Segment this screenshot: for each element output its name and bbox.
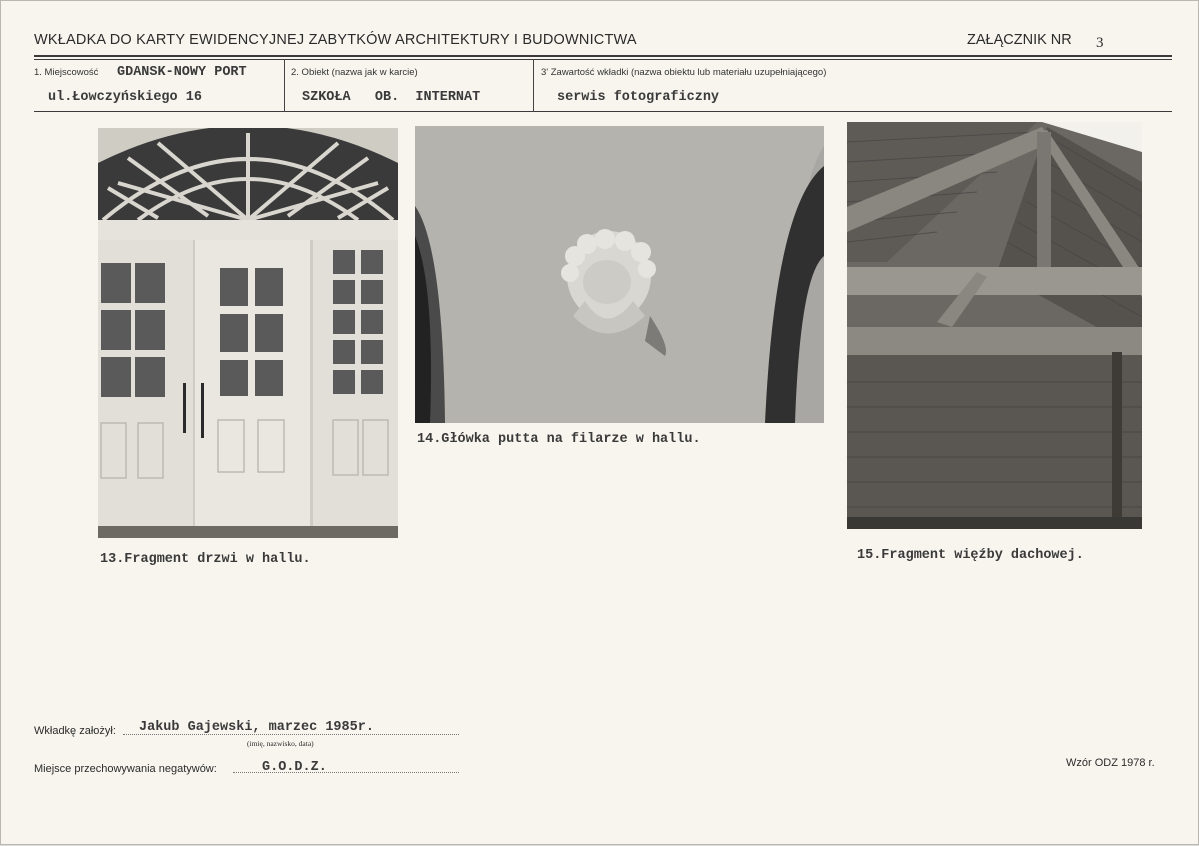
author-label: Wkładkę założył: [34,725,116,737]
object-value: SZKOŁA OB. INTERNAT [302,90,481,105]
photo-roof-truss [847,122,1142,529]
caption-photo-14: 14.Główka putta na filarze w hallu. [417,432,701,447]
location-value: GDANSK-NOWY PORT [117,65,247,80]
photo-door-fragment [98,128,398,538]
fields-divider-2 [533,59,534,112]
object-label: 2. Obiekt (nazwa jak w karcie) [291,67,418,78]
header-rule-thick [34,55,1172,57]
template-note: Wzór ODZ 1978 r. [1066,757,1155,769]
caption-photo-13: 13.Fragment drzwi w hallu. [100,552,311,567]
content-value: serwis fotograficzny [557,90,720,105]
author-value: Jakub Gajewski, marzec 1985r. [139,720,374,735]
photo-putto-head [415,126,824,423]
annex-label: ZAŁĄCZNIK NR [967,32,1072,48]
annex-number: 3 [1096,35,1104,51]
address-value: ul.Łowczyńskiego 16 [48,90,202,105]
header-rule-thin [34,59,1172,60]
caption-photo-15: 15.Fragment więźby dachowej. [857,548,1084,563]
storage-value: G.O.D.Z. [262,760,327,775]
fields-divider-1 [284,59,285,112]
card-title: WKŁADKA DO KARTY EWIDENCYJNEJ ZABYTKÓW ARCHITEKTURY I BUDOWNICTWA [34,32,637,48]
storage-label: Miejsce przechowywania negatywów: [34,763,217,775]
author-hint: (imię, nazwisko, data) [247,739,314,748]
content-label: 3' Zawartość wkładki (nazwa obiektu lub materiału uzupełniającego) [541,67,827,78]
fields-rule-bottom [34,111,1172,112]
storage-dotted-line [233,772,459,773]
author-dotted-line [123,734,459,735]
location-label: 1. Miejscowość [34,67,99,78]
